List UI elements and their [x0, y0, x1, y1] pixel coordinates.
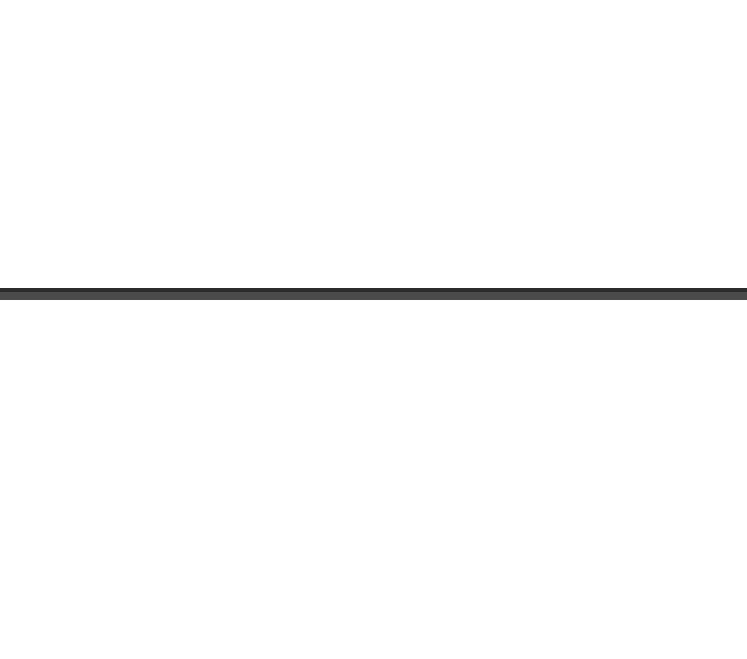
- document-page-bottom: [0, 300, 747, 659]
- page-break-shade: [0, 288, 747, 292]
- document-page-top: [0, 0, 747, 290]
